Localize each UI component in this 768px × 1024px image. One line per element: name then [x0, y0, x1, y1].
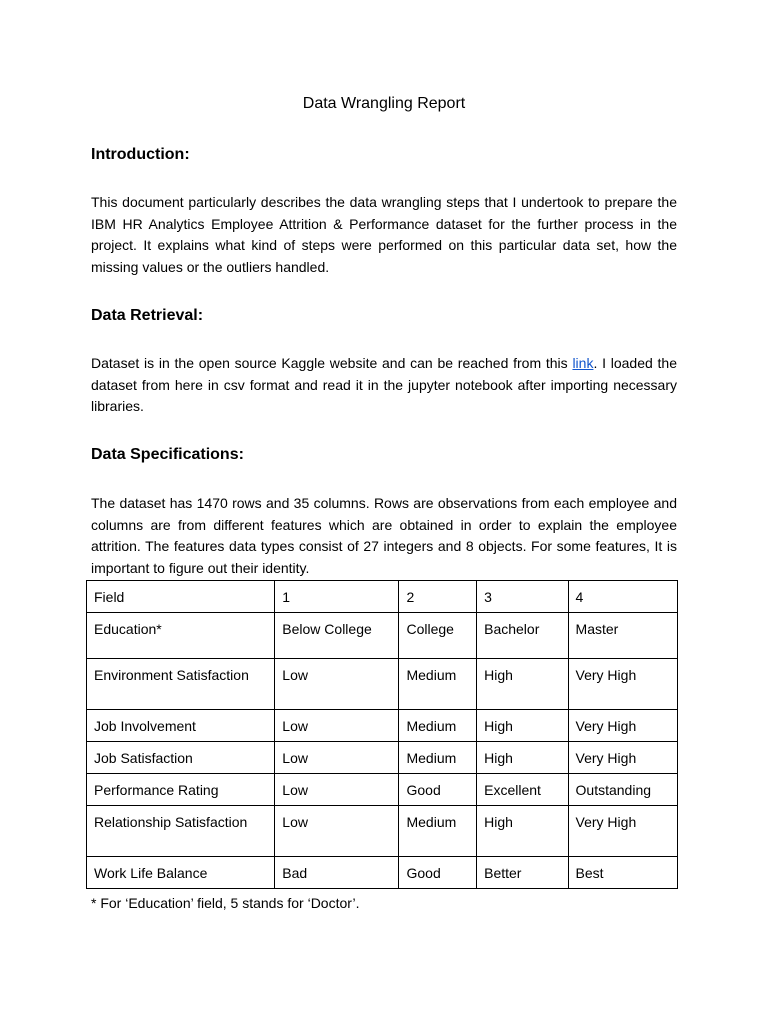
table-cell: Better — [477, 857, 568, 889]
kaggle-dataset-link[interactable]: link — [572, 355, 594, 371]
table-footnote: * For ‘Education’ field, 5 stands for ‘Doctor’. — [91, 895, 360, 911]
data-specifications-paragraph: The dataset has 1470 rows and 35 columns. Rows are observations from each employee and columns are from different features which are obtained in order to explain the employee attrition. The features data types consist of 27 integers and 8 objects. For some features, It is important to figure out their identity. — [91, 495, 677, 576]
table-cell: Bachelor — [477, 613, 568, 659]
table-header-cell: 4 — [568, 581, 677, 613]
table-header-row — [87, 581, 678, 613]
table-cell: High — [477, 710, 568, 742]
table-row — [87, 613, 678, 659]
table-header-cell: 3 — [477, 581, 568, 613]
table-cell: High — [477, 659, 568, 710]
table-cell: Medium — [399, 659, 477, 710]
table-header-cell: Field — [87, 581, 275, 613]
table-cell: Excellent — [477, 774, 568, 806]
table-cell: Relationship Satisfaction — [87, 806, 275, 857]
table-row — [87, 857, 678, 889]
table-cell: Performance Rating — [87, 774, 275, 806]
table-cell: Low — [275, 659, 399, 710]
table-cell: Below College — [275, 613, 399, 659]
table-cell: Good — [399, 774, 477, 806]
table-row — [87, 710, 678, 742]
table-cell: Job Involvement — [87, 710, 275, 742]
table-row — [87, 774, 678, 806]
table-cell: Very High — [568, 742, 677, 774]
table-cell: Medium — [399, 742, 477, 774]
table-cell: Low — [275, 710, 399, 742]
table-cell: Good — [399, 857, 477, 889]
table-header-cell: 2 — [399, 581, 477, 613]
table-cell: College — [399, 613, 477, 659]
table-cell: High — [477, 742, 568, 774]
table-cell: Education* — [87, 613, 275, 659]
table-cell: Low — [275, 806, 399, 857]
table-cell: Best — [568, 857, 677, 889]
field-values-table — [86, 580, 678, 889]
table-cell: Work Life Balance — [87, 857, 275, 889]
table-cell: Environment Satisfaction — [87, 659, 275, 710]
table-cell: High — [477, 806, 568, 857]
table-cell: Medium — [399, 710, 477, 742]
table-cell: Low — [275, 774, 399, 806]
table-cell: Low — [275, 742, 399, 774]
data-specifications-heading: Data Specifications: — [91, 446, 244, 463]
data-retrieval-heading: Data Retrieval: — [91, 307, 204, 324]
table-row — [87, 806, 678, 857]
table-cell: Very High — [568, 659, 677, 710]
table-row — [87, 742, 678, 774]
table-row — [87, 659, 678, 710]
table-cell: Medium — [399, 806, 477, 857]
table-cell: Bad — [275, 857, 399, 889]
table-cell: Very High — [568, 806, 677, 857]
data-retrieval-text-after: . I loaded the dataset from here in csv format and read it in the jupyter notebook after importing necessary libraries. — [91, 355, 678, 414]
table-cell: Job Satisfaction — [87, 742, 275, 774]
data-retrieval-text-before: Dataset is in the open source Kaggle website and can be reached from this — [91, 355, 573, 371]
table-cell: Master — [568, 613, 677, 659]
introduction-paragraph: This document particularly describes the data wrangling steps that I undertook to prepare the IBM HR Analytics Employee Attrition & Performance dataset for the further process in the project. It explains what kind of steps were performed on this particular data set, how the missing values or the outliers handled. — [91, 194, 677, 275]
table-header-cell: 1 — [275, 581, 399, 613]
table-cell: Very High — [568, 710, 677, 742]
document-title: Data Wrangling Report — [302, 95, 466, 112]
table-cell: Outstanding — [568, 774, 677, 806]
introduction-heading: Introduction: — [91, 146, 190, 163]
data-retrieval-paragraph — [91, 353, 677, 418]
